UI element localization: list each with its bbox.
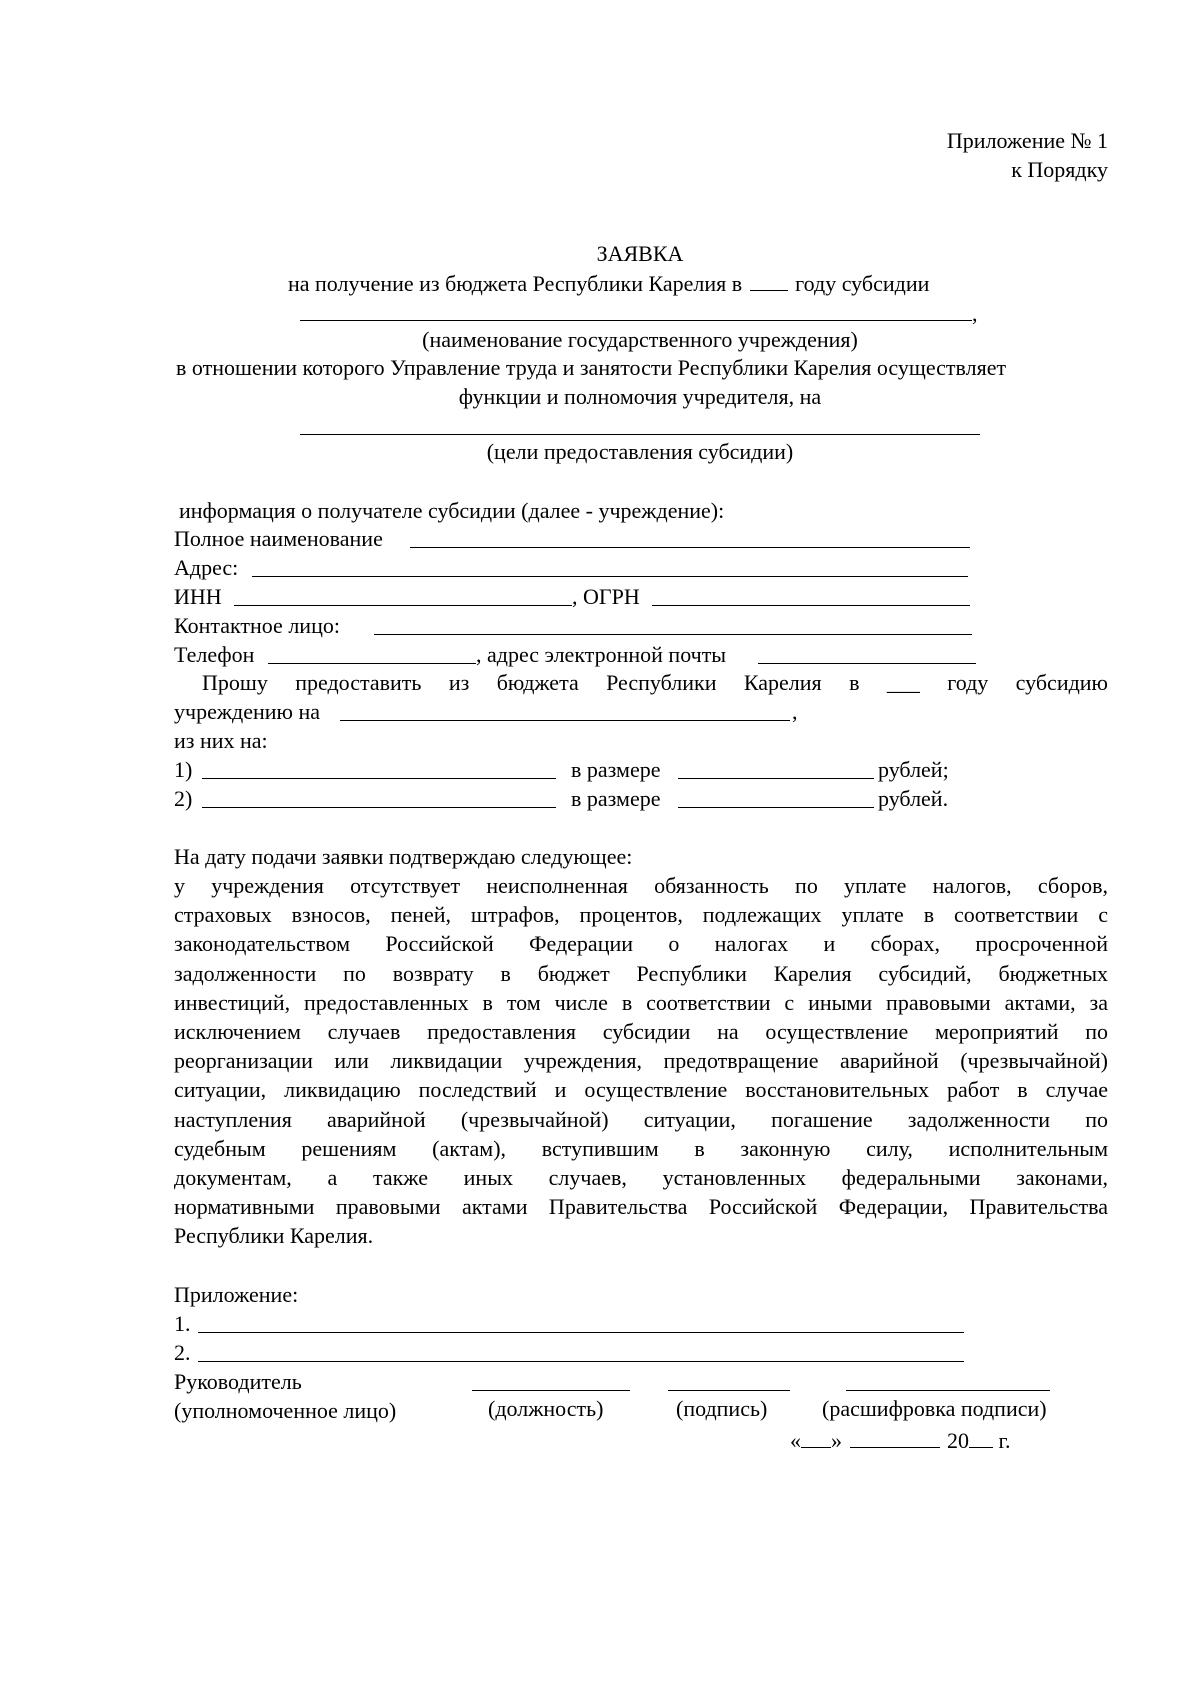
attachment-1-number: 1. — [174, 1311, 191, 1336]
confirmation-line: ситуации, ликвидацию последствий и осуществление восстановительных работ в случае — [174, 1077, 1108, 1103]
relation-line-2: функции и полномочия учредителя, на — [458, 384, 822, 409]
confirmation-line: задолженности по возврату в бюджет Республики Карелия субсидий, бюджетных — [174, 960, 1108, 986]
request-line-2-label: учреждению на — [174, 699, 321, 724]
item-1-size-label: в размере — [571, 757, 661, 782]
date-suffix: г. — [998, 1428, 1011, 1453]
item-1-purpose-field[interactable] — [202, 778, 556, 779]
confirmation-line: судебным решениям (актам), вступившим в законную силу, исполнительным — [174, 1135, 1108, 1161]
confirmation-line: документам, а также иных случаев, установленных федеральными законами, — [174, 1165, 1108, 1191]
contact-label: Контактное лицо: — [174, 613, 340, 638]
signature-decode-caption: (расшифровка подписи) — [822, 1396, 1047, 1421]
year-blank[interactable] — [750, 268, 788, 291]
date-open-quote: « — [790, 1428, 801, 1453]
item-1-number: 1) — [174, 757, 193, 782]
request-word: предоставить — [295, 670, 422, 695]
confirmation-paragraph — [174, 871, 1108, 1251]
request-word: из — [448, 670, 470, 695]
confirmation-line: инвестиций, предоставленных в том числе в соответствии с иными правовыми актами, за — [174, 989, 1108, 1015]
inn-label: ИНН — [174, 584, 222, 609]
date-year-field[interactable] — [969, 1425, 993, 1448]
document-title: ЗАЯВКА — [596, 241, 684, 266]
of-them-label: из них на: — [174, 728, 268, 753]
authorized-person-label: (уполномоченное лицо) — [174, 1398, 397, 1423]
phone-label: Телефон — [174, 642, 255, 667]
date-month-field[interactable] — [850, 1425, 940, 1448]
institution-comma: , — [972, 301, 978, 326]
item-2-currency: рублей. — [878, 786, 949, 811]
date-close-quote: » — [831, 1428, 842, 1453]
full-name-field[interactable] — [410, 547, 970, 548]
confirmation-line: наступления аварийной (чрезвычайной) ситуации, погашение задолженности по — [174, 1106, 1108, 1132]
email-field[interactable] — [758, 663, 976, 664]
address-label: Адрес: — [174, 555, 239, 580]
address-field[interactable] — [252, 576, 968, 577]
contact-field[interactable] — [374, 634, 972, 635]
subtitle-part-1: на получение из бюджета Республики Карелия в — [288, 271, 743, 296]
relation-line-1: в отношении которого Управление труда и занятости Республики Карелия осуществляет — [176, 355, 1007, 380]
subtitle-part-2: году субсидии — [795, 271, 930, 296]
request-word: субсидию — [1015, 670, 1108, 695]
attachment-2-number: 2. — [174, 1340, 191, 1365]
confirmation-line: у учреждения отсутствует неисполненная обязанность по уплате налогов, сборов, — [174, 873, 1108, 898]
request-year-blank[interactable]: ___ — [886, 670, 920, 695]
position-field[interactable] — [472, 1390, 630, 1391]
ogrn-label: , ОГРН — [572, 584, 640, 609]
full-name-label: Полное наименование — [174, 526, 383, 551]
request-comma: , — [792, 699, 798, 724]
subtitle — [288, 268, 929, 298]
attachment-2-field[interactable] — [198, 1361, 964, 1362]
purpose-caption: (цели предоставления субсидии) — [486, 439, 794, 464]
recipient-intro: информация о получателе субсидии (далее - учреждение): — [179, 498, 725, 523]
request-word: в — [849, 670, 860, 695]
request-word: Карелия — [743, 670, 822, 695]
attachments-label: Приложение: — [174, 1282, 299, 1307]
ogrn-field[interactable] — [652, 605, 970, 606]
inn-field[interactable] — [234, 605, 572, 606]
request-line-1 — [202, 668, 1108, 697]
annex-line-2: к Порядку — [1011, 157, 1108, 182]
request-word: Республики — [606, 670, 717, 695]
item-1-amount-field[interactable] — [678, 778, 874, 779]
confirmation-line: Республики Карелия. — [174, 1223, 374, 1249]
position-caption: (должность) — [488, 1396, 604, 1421]
confirmation-line: страховых взносов, пеней, штрафов, процентов, подлежащих уплате в соответствии с — [174, 902, 1108, 928]
confirmation-line: законодательством Российской Федерации о налогах и сборах, просроченной — [174, 931, 1108, 957]
confirmation-line: нормативными правовыми актами Правительства Российской Федерации, Правительства — [174, 1194, 1108, 1220]
signature-caption: (подпись) — [676, 1396, 768, 1421]
signature-field[interactable] — [668, 1390, 790, 1391]
item-1-currency: рублей; — [878, 757, 949, 782]
institution-caption: (наименование государственного учреждения) — [422, 327, 858, 352]
signature-decode-field[interactable] — [846, 1390, 1050, 1391]
item-2-purpose-field[interactable] — [202, 807, 556, 808]
institution-name-line[interactable] — [300, 320, 972, 321]
item-2-amount-field[interactable] — [678, 807, 874, 808]
request-word: Прошу — [202, 670, 268, 695]
attachment-1-field[interactable] — [198, 1332, 964, 1333]
item-2-number: 2) — [174, 786, 193, 811]
email-label: , адрес электронной почты — [476, 642, 727, 667]
request-word: бюджета — [496, 670, 579, 695]
date-line — [790, 1425, 1011, 1455]
date-year-prefix: 20 — [947, 1428, 969, 1453]
item-2-size-label: в размере — [571, 786, 661, 811]
head-label: Руководитель — [174, 1369, 302, 1394]
confirmation-intro: На дату подачи заявки подтверждаю следующее: — [174, 844, 633, 869]
date-day-field[interactable] — [801, 1425, 831, 1448]
request-word: году — [947, 670, 989, 695]
request-purpose-field[interactable] — [340, 720, 790, 721]
phone-field[interactable] — [268, 663, 476, 664]
annex-line-1: Приложение № 1 — [946, 128, 1108, 153]
purpose-line[interactable] — [300, 434, 980, 435]
confirmation-line: реорганизации или ликвидации учреждения, предотвращение аварийной (чрезвычайной) — [174, 1048, 1108, 1074]
confirmation-line: исключением случаев предоставления субсидии на осуществление мероприятий по — [174, 1019, 1108, 1045]
